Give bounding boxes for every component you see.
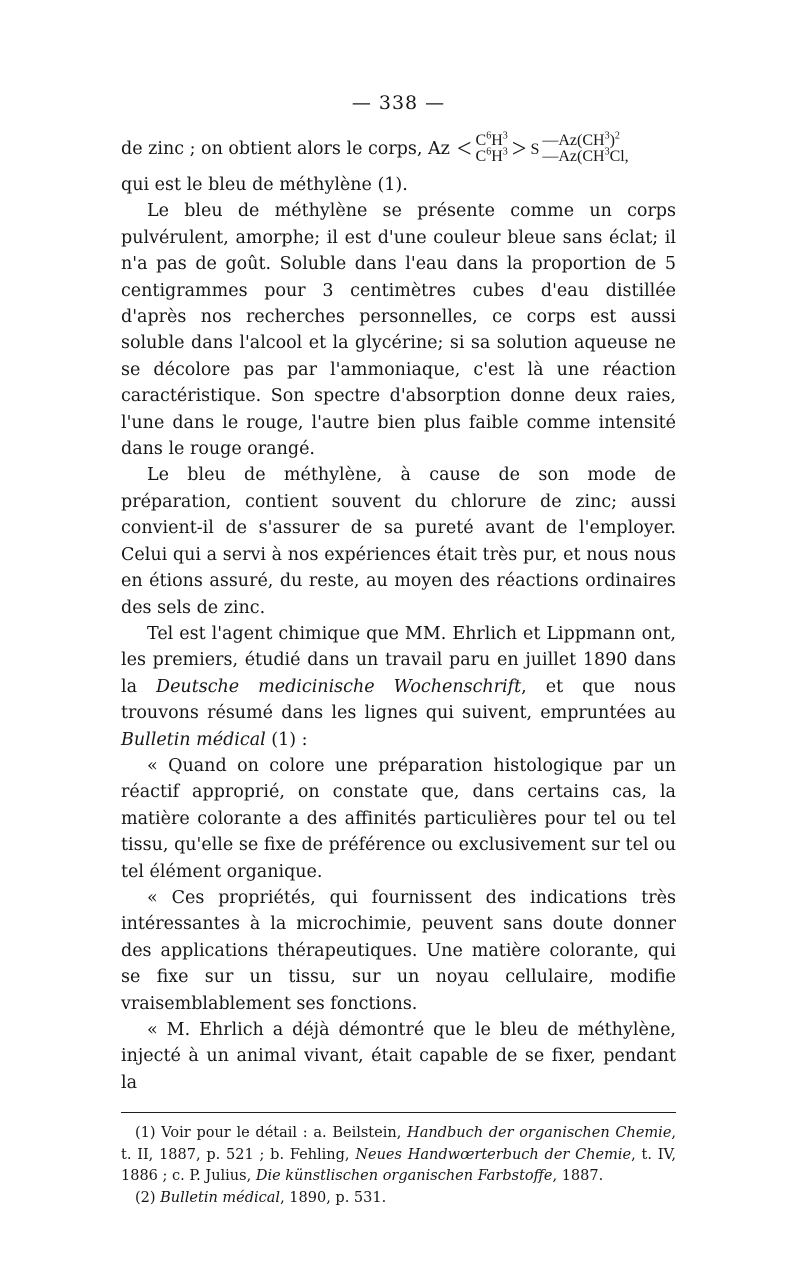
quote-paragraph-2: « Ces propriétés, qui fournissent des indications très intéressantes à la microchimie, peuvent sans doute donner des applications thérapeutiques. Une matière colorante, qui se fixe sur un tissu, sur un noyau cellulaire, modifie vraisemblablement ses fonctions. [121,887,676,1014]
paragraph-purity: Le bleu de méthylène, à cause de son mode de préparation, contient souvent du chlorure de zinc; aussi convient-il de s'assurer de sa pureté avant de l'employer. Celui qui a servi à nos expériences était très pur, et nous nous en étions assuré, du reste, au moyen des réactions ordinaires des sels de zinc. [121,465,676,618]
bulletin-title: Bulletin médical [121,729,266,750]
formula-amine-top: $—Az(CH^3)^2$ [542,130,620,149]
paragraph-properties: Le bleu de méthylène se présente comme un corps pulvérulent, amorphe; il est d'une couleur bleue sans éclat; il n'a pas de goût. Soluble dans l'eau dans la proportion de 5 centigrammes pour 3 centimètres cubes d'eau distillée d'après nos recherches personnelles, ce corps est aussi soluble dans l'alcool et la glycérine; si sa solution aqueuse ne se décolore pas par l'ammoniaque, c'est là une réaction caractéristique. Son spectre d'absorption donne deux raies, l'une dans le rouge, l'autre bien plus faible comme intensité dans le rouge orangé. [121,201,676,460]
paragraph-methylene-blue: qui est le bleu de méthylène (1). [121,175,408,195]
footnote-2: (2) Bulletin médical, 1890, p. 531. [135,1189,387,1206]
footnote-1: (1) Voir pour le détail : a. Beilstein, Handbuch der organischen Chemie, t. II, 1887, p. 521 ; b. Fehling, Neues Handwœrterbuch der Chemie, t. IV, 1886 ; c. P. Julius, Die künstlischen organischen Farbstoffe, 1887. [121,1125,677,1185]
formula-gt: > [511,134,527,163]
formula-phenyl-stack [475,130,508,165]
formula-amine-bottom: $—Az(CH^3Cl$, [542,146,629,165]
formula-amine-stack [542,130,629,165]
paragraph-ehrlich: Tel est l'agent chimique que MM. Ehrlich et Lippmann ont, les premiers, étudié dans un travail paru en juillet 1890 dans la Deutsche medicinische Wochenschrift, et que nous trouvons résumé dans les lignes qui suivent, empruntées au Bulletin médical (1) : [121,623,676,750]
formula-bottom: $C^6H^3$ [475,146,508,165]
journal-title: Deutsche medicinische Wochenschrift [156,676,522,697]
formula-top: $C^6H^3$ [475,130,508,149]
formula-line [121,126,676,172]
book-page [121,88,676,1209]
quote-paragraph-1: « Quand on colore une préparation histologique par un réactif approprié, on constate que, dans certains cas, la matière colorante a des affinités particulières pour tel ou tel tissu, qu'elle se fixe de préférence ou exclusivement sur tel ou tel élément organique. [121,755,676,882]
chemical-formula [456,130,629,165]
formula-lead-text: de zinc ; on obtient alors le corps, Az [121,138,450,159]
formula-sulfur: S [530,140,540,158]
page-number: — 338 — [351,92,446,114]
footnote-divider [121,1112,676,1113]
formula-lt: < [456,134,472,163]
quote-paragraph-3: « M. Ehrlich a déjà démontré que le bleu de méthylène, injecté à un animal vivant, était capable de se fixer, pendant la [121,1020,676,1093]
